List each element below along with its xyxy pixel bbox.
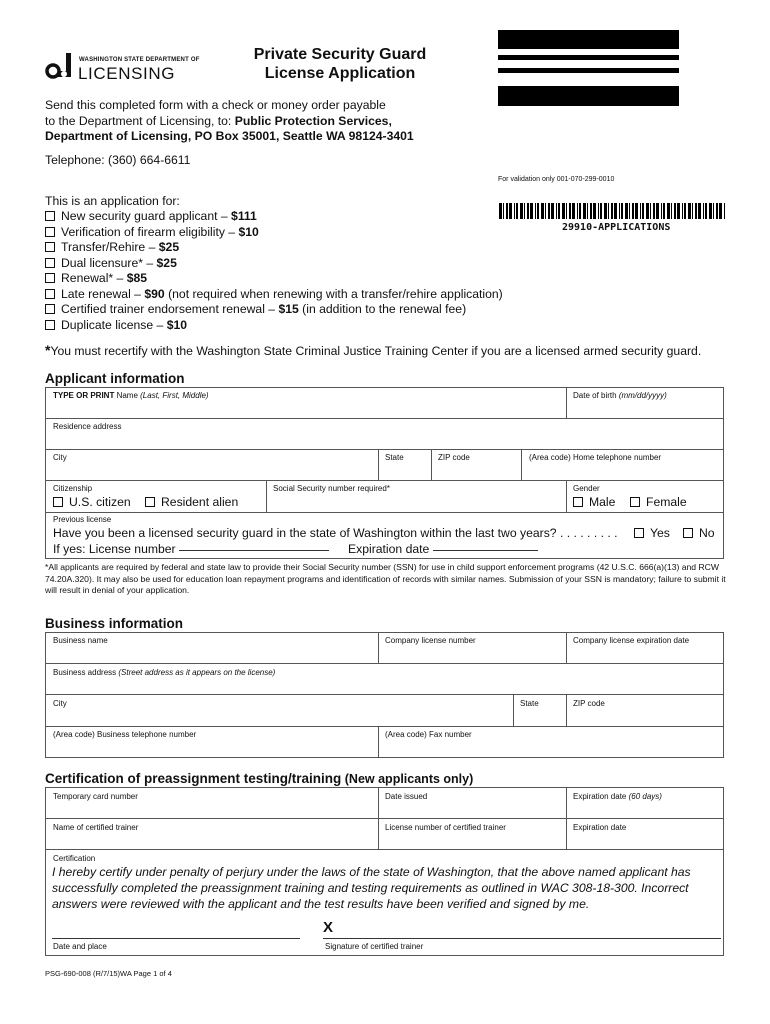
no-checkbox[interactable] [683,528,693,538]
application-option-checkbox[interactable] [45,320,55,330]
if-yes-license-number[interactable]: If yes: License number [53,542,329,556]
trainer-license-field[interactable]: License number of certified trainer [385,823,506,832]
application-heading: This is an application for: [45,194,180,208]
application-option-checkbox[interactable] [45,211,55,221]
business-zip-field[interactable]: ZIP code [573,699,605,708]
application-option[interactable]: Certified trainer endorsement renewal – $15 (in addition to the renewal fee) [45,302,466,316]
application-option-checkbox[interactable] [45,242,55,252]
signature-x-mark: X [323,919,334,936]
application-option[interactable]: Duplicate license – $10 [45,318,187,332]
business-phone-field[interactable]: (Area code) Business telephone number [53,730,197,739]
office-use-bar [498,86,679,106]
form-title: Private Security Guard License Application [253,46,427,82]
certification-label: Certification [53,854,96,863]
application-option[interactable]: New security guard applicant – $111 [45,209,257,223]
barcode-icon [499,203,727,219]
application-option[interactable]: Late renewal – $90 (not required when renewing with a transfer/rehire application) [45,287,503,301]
certification-statement: I hereby certify under penalty of perjury under the laws of the state of Washington, that the above named applicant has successfully completed the preassignment training and testing requirements as outlined in WAC 308-18-300. Incorrect answers were reviewed with the applicant and the test results have been verified and signed by me. [52,865,691,911]
business-name-field[interactable]: Business name [53,636,108,645]
mailing-instructions: Send this completed form with a check or money order payable to the Department of Licensing, to: Public Protection Services, Department of Licensing, PO Box 35001, Seattle WA 98124-3401 [45,98,414,143]
zip-field[interactable]: ZIP code [438,453,470,462]
date-place-label: Date and place [53,942,107,951]
female-checkbox[interactable] [630,497,640,507]
city-field[interactable]: City [53,453,67,462]
state-field[interactable]: State [385,453,404,462]
application-option[interactable]: Renewal* – $85 [45,271,147,285]
resident-alien-option[interactable]: Resident alien [145,495,238,509]
office-use-bar [498,30,679,49]
business-address-field[interactable]: Business address (Street address as it appears on the license) [53,668,276,677]
applicant-section-heading: Applicant information [45,371,185,386]
form-footer: PSG-690-008 (R/7/15)WA Page 1 of 4 [45,969,172,978]
logo-licensing-text: LICENSING [78,64,176,83]
office-use-bar [498,68,679,73]
dob-field[interactable]: Date of birth (mm/dd/yyyy) [573,391,667,400]
trainer-name-field[interactable]: Name of certified trainer [53,823,139,832]
business-section-heading: Business information [45,616,184,631]
male-checkbox[interactable] [573,497,583,507]
home-phone-field[interactable]: (Area code) Home telephone number [529,453,662,462]
name-field[interactable]: TYPE OR PRINT Name (Last, First, Middle) [53,391,209,400]
application-option[interactable]: Verification of firearm eligibility – $10 [45,225,259,239]
signature-label: Signature of certified trainer [325,942,424,951]
dol-logo-icon [44,51,74,79]
application-option-checkbox[interactable] [45,273,55,283]
application-option[interactable]: Transfer/Rehire – $25 [45,240,179,254]
us-citizen-checkbox[interactable] [53,497,63,507]
male-option[interactable]: Male [573,495,615,509]
previous-license-question: Have you been a licensed security guard in the state of Washington within the last two years? . . . . . . . . . [53,526,618,540]
office-use-bar [498,55,679,60]
business-city-field[interactable]: City [53,699,67,708]
business-state-field[interactable]: State [520,699,539,708]
residence-address-field[interactable]: Residence address [53,422,122,431]
yes-checkbox[interactable] [634,528,644,538]
expiration-date-field[interactable]: Expiration date [348,542,538,556]
telephone-text: Telephone: (360) 664-6611 [45,153,191,167]
expiration-60-field[interactable]: Expiration date (60 days) [573,792,662,801]
trainer-expiration-field[interactable]: Expiration date [573,823,627,832]
no-option[interactable]: No [683,526,715,540]
logo-department-text: WASHINGTON STATE DEPARTMENT OF [79,57,200,63]
ssn-field[interactable]: Social Security number required* [273,484,390,493]
application-option-checkbox[interactable] [45,258,55,268]
certification-section-heading: Certification of preassignment testing/training (New applicants only) [45,771,474,786]
company-license-field[interactable]: Company license number [385,636,476,645]
citizenship-label: Citizenship [53,484,93,493]
application-option-checkbox[interactable] [45,289,55,299]
recertify-note: *You must recertify with the Washington State Criminal Justice Training Center if you are a licensed armed security guard. [45,342,702,358]
business-info-box [45,632,724,758]
application-option-checkbox[interactable] [45,227,55,237]
ssn-disclosure-note: *All applicants are required by federal and state law to provide their Social Security number (SSN) for use in child support enforcement programs (42 U.S.C. 666(a)(13) and RCW 74.20A.320). It may also be used for education loan repayment programs and identification of records with similar names. Submission of your SSN is mandatory; failure to submit it will result in denial of your application. [45,562,726,595]
date-issued-field[interactable]: Date issued [385,792,428,801]
previous-license-label: Previous license [53,515,112,524]
validation-text: For validation only 001-070-299-0010 [498,176,615,183]
signature-line[interactable] [323,938,721,939]
date-place-line[interactable] [52,938,300,939]
application-option-checkbox[interactable] [45,304,55,314]
resident-alien-checkbox[interactable] [145,497,155,507]
temp-card-field[interactable]: Temporary card number [53,792,138,801]
application-option[interactable]: Dual licensure* – $25 [45,256,177,270]
barcode-text: 29910-APPLICATIONS [562,222,671,233]
gender-label: Gender [573,484,600,493]
company-license-exp-field[interactable]: Company license expiration date [573,636,690,645]
female-option[interactable]: Female [630,495,687,509]
yes-option[interactable]: Yes [634,526,670,540]
business-fax-field[interactable]: (Area code) Fax number [385,730,472,739]
us-citizen-option[interactable]: U.S. citizen [53,495,131,509]
